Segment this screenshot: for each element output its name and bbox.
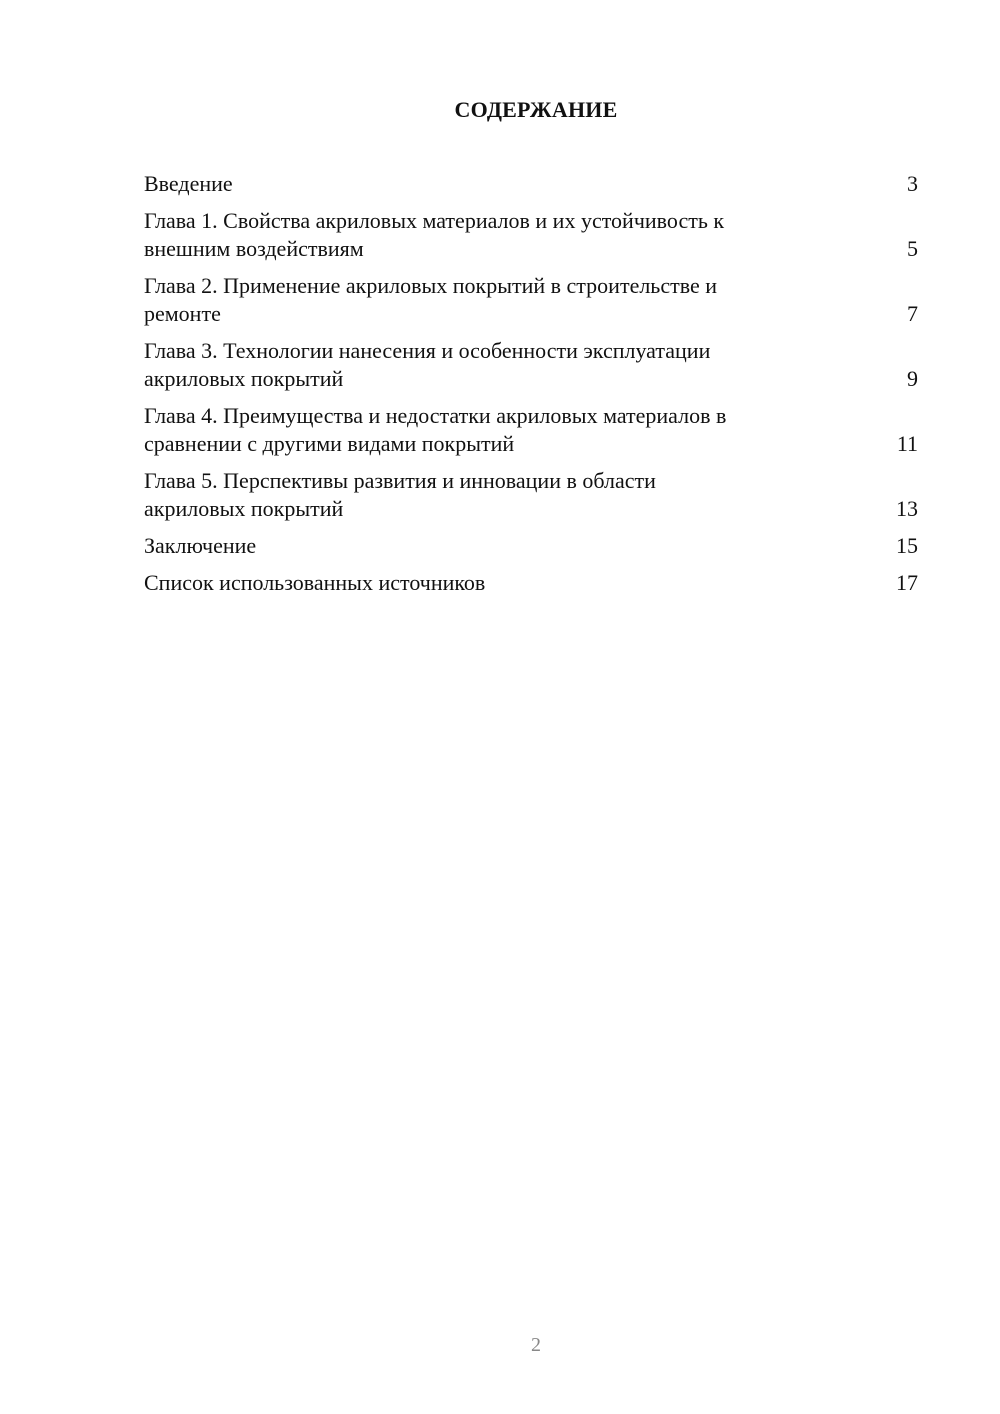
toc-entry-line: ремонте (144, 301, 221, 326)
toc-page-number: 9 (907, 366, 918, 391)
toc-page-number: 13 (896, 496, 918, 521)
toc-page-number: 3 (907, 171, 918, 196)
toc-entry-label (144, 569, 816, 597)
toc-entry-line: Введение (144, 171, 233, 196)
page-title: СОДЕРЖАНИЕ (454, 97, 618, 122)
toc-entry-line: акриловых покрытий (144, 496, 344, 521)
table-of-contents (144, 170, 918, 606)
toc-entry-line: акриловых покрытий (144, 366, 344, 391)
toc-entry-line: Список использованных источников (144, 570, 486, 595)
toc-entry-line: Глава 1. Свойства акриловых материалов и их устойчивость к (144, 208, 725, 233)
toc-page-number: 7 (907, 301, 918, 326)
toc-entry-chapter-5 (144, 467, 918, 523)
toc-entry-chapter-4 (144, 402, 918, 458)
toc-entry-introduction (144, 170, 918, 198)
toc-entry-line: Глава 5. Перспективы развития и инновации в области (144, 468, 656, 493)
toc-entry-chapter-3 (144, 337, 918, 393)
toc-entry-label (144, 207, 816, 263)
toc-entry-references (144, 569, 918, 597)
toc-entry-line: сравнении с другими видами покрытий (144, 431, 515, 456)
toc-entry-chapter-2 (144, 272, 918, 328)
toc-entry-label (144, 170, 816, 198)
toc-page-number: 11 (896, 431, 918, 456)
toc-entry-label (144, 467, 816, 523)
toc-entry-conclusion (144, 532, 918, 560)
toc-entry-chapter-1 (144, 207, 918, 263)
toc-entry-label (144, 272, 816, 328)
page-footer-number: 2 (531, 1334, 541, 1356)
toc-entry-line: Заключение (144, 533, 257, 558)
toc-entry-label (144, 337, 816, 393)
toc-entry-line: Глава 2. Применение акриловых покрытий в строительстве и (144, 273, 718, 298)
toc-entry-label (144, 532, 816, 560)
toc-page-number: 17 (896, 570, 918, 595)
toc-page-number: 15 (896, 533, 918, 558)
toc-entry-line: Глава 4. Преимущества и недостатки акриловых материалов в (144, 403, 727, 428)
toc-entry-line: Глава 3. Технологии нанесения и особенности эксплуатации (144, 338, 711, 363)
toc-entry-label (144, 402, 816, 458)
toc-entry-line: внешним воздействиям (144, 236, 364, 261)
toc-page-number: 5 (907, 236, 918, 261)
